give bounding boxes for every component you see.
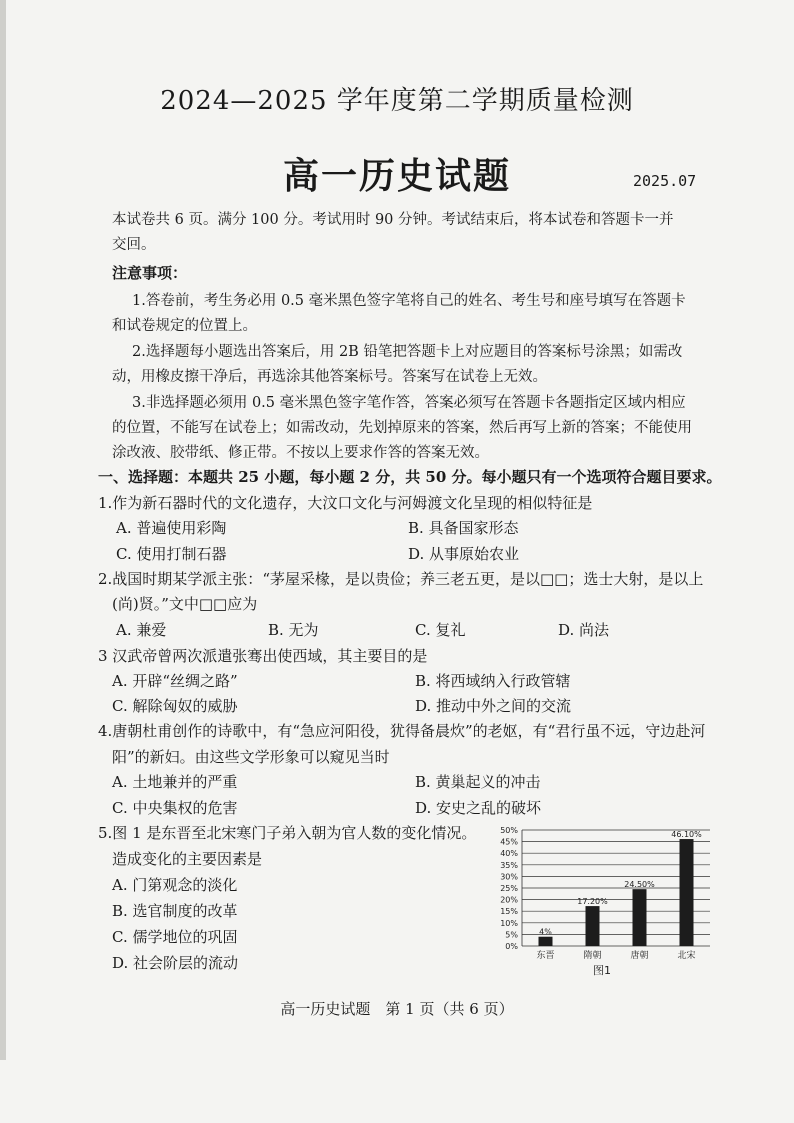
note-1-line-2: 和试卷规定的位置上。 <box>112 318 257 334</box>
question-3-stem: 3 汉武帝曾两次派遣张骞出使西域，其主要目的是 <box>98 647 428 665</box>
y-tick-label: 35% <box>500 860 518 870</box>
note-1-line-1: 1.答卷前，考生务必用 0.5 毫米黑色签字笔将自己的姓名、考生号和座号填写在答题卡 <box>132 293 686 309</box>
bar <box>633 889 647 946</box>
question-1-stem: 1.作为新石器时代的文化遗存，大汶口文化与河姆渡文化呈现的相似特征是 <box>98 494 593 512</box>
y-tick-label: 15% <box>500 907 518 917</box>
x-category-label: 隋朝 <box>583 951 602 961</box>
q5-option-a: A. 门第观念的淡化 <box>112 876 238 894</box>
q2-option-a: A. 兼爱 <box>116 621 167 639</box>
bar-value-label: 46.10% <box>671 830 702 840</box>
y-tick-label: 10% <box>500 918 518 928</box>
q5-option-c: C. 儒学地位的巩固 <box>112 928 238 946</box>
chart-title: 图1 <box>593 964 611 977</box>
q2-option-b: B. 无为 <box>268 621 319 639</box>
q5-option-d: D. 社会阶层的流动 <box>112 954 239 972</box>
note-2-line-1: 2.选择题每小题选出答案后，用 2B 铅笔把答题卡上对应题目的答案标号涂黑；如需改 <box>132 344 683 360</box>
question-4-stem-line-1: 4.唐朝杜甫创作的诗歌中，有“急应河阳役，犹得备晨炊”的老妪，有“君行虽不远，守边赴河 <box>98 722 706 740</box>
q2-option-d: D. 尚法 <box>558 621 610 639</box>
q2-option-c: C. 复礼 <box>415 621 466 639</box>
bar-value-label: 24.50% <box>624 880 655 890</box>
q3-option-d: D. 推动中外之间的交流 <box>415 697 572 715</box>
q4-option-d: D. 安史之乱的破坏 <box>415 799 542 817</box>
y-tick-label: 25% <box>500 884 518 893</box>
y-tick-label: 30% <box>500 872 518 882</box>
bar <box>680 839 694 946</box>
note-2-line-2: 动，用橡皮擦干净后，再选涂其他答案标号。答案写在试卷上无效。 <box>112 369 547 385</box>
subject-title: 高一历史试题 <box>282 155 511 197</box>
q1-option-c: C. 使用打制石器 <box>116 545 227 563</box>
section-1-title: 一、选择题：本题共 25 小题，每小题 2 分，共 50 分。每小题只有一个选项符合题目要求。 <box>98 468 722 486</box>
bar-value-label: 17.20% <box>577 897 608 907</box>
q1-option-a: A. 普遍使用彩陶 <box>116 519 227 537</box>
question-4-stem-line-2: 阳”的新妇。由这些文学形象可以窥见当时 <box>112 748 390 766</box>
question-2-stem-line-1: 2.战国时期某学派主张：“茅屋采椽，是以贵俭；养三老五更，是以□□；选士大射，是以上 <box>98 570 704 588</box>
exam-date: 2025.07 <box>633 172 697 190</box>
note-3-line-3: 涂改液、胶带纸、修正带。不按以上要求作答的答案无效。 <box>112 445 489 461</box>
notes-title: 注意事项： <box>112 264 188 282</box>
question-5-stem-line-2: 造成变化的主要因素是 <box>112 850 263 868</box>
q3-option-b: B. 将西域纳入行政管辖 <box>415 672 571 690</box>
x-category-label: 东晋 <box>536 951 555 961</box>
q5-option-b: B. 选官制度的改革 <box>112 902 238 920</box>
q1-option-d: D. 从事原始农业 <box>408 545 520 563</box>
y-tick-label: 45% <box>500 837 518 847</box>
q4-option-a: A. 土地兼并的严重 <box>112 773 238 791</box>
question-2-stem-line-2: (尚)贤。”文中□□应为 <box>112 595 258 613</box>
bar <box>586 906 600 946</box>
x-category-label: 唐朝 <box>630 951 649 961</box>
q3-option-c: C. 解除匈奴的威胁 <box>112 697 238 715</box>
q3-option-a: A. 开辟“丝绸之路” <box>112 672 238 690</box>
y-tick-label: 0% <box>505 942 518 951</box>
bar-value-label: 4% <box>539 927 552 937</box>
y-tick-label: 40% <box>500 849 518 859</box>
intro-line-2: 交回。 <box>112 237 156 253</box>
y-tick-label: 20% <box>500 895 518 905</box>
y-tick-label: 5% <box>505 930 518 940</box>
x-category-label: 北宋 <box>677 951 696 961</box>
note-3-line-1: 3.非选择题必须用 0.5 毫米黑色签字笔作答，答案必须写在答题卡各题指定区域内相应 <box>132 395 686 411</box>
q1-option-b: B. 具备国家形态 <box>408 519 519 537</box>
q4-option-c: C. 中央集权的危害 <box>112 799 238 817</box>
note-3-line-2: 的位置，不能写在试卷上；如需改动，先划掉原来的答案，然后再写上新的答案；不能使用 <box>112 420 692 436</box>
q4-option-b: B. 黄巢起义的冲击 <box>415 773 541 791</box>
question-5-stem-line-1: 5.图 1 是东晋至北宋寒门子弟入朝为官人数的变化情况。 <box>98 824 477 842</box>
exam-title: 2024—2025 学年度第二学期质量检测 <box>160 86 634 116</box>
bar <box>539 937 553 946</box>
page-footer: 高一历史试题 第 1 页（共 6 页） <box>280 1000 514 1018</box>
y-tick-label: 50% <box>500 826 518 835</box>
figure-1-bar-chart <box>490 824 715 994</box>
intro-line-1: 本试卷共 6 页。满分 100 分。考试用时 90 分钟。考试结束后，将本试卷和答题卡一并 <box>112 212 674 228</box>
